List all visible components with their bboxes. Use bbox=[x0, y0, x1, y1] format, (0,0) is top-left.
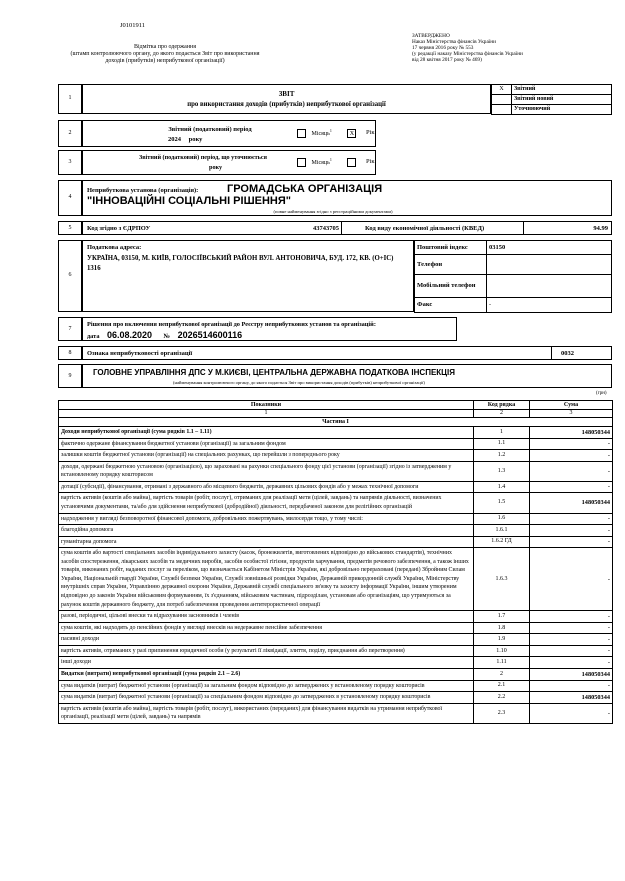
row-number-cell bbox=[58, 150, 82, 175]
currency-note: (грн) bbox=[596, 391, 607, 396]
row-label: фактично одержане фінансування бюджетної установи (організації) за загальним фондом bbox=[59, 438, 474, 450]
amended-period-cell bbox=[82, 150, 376, 175]
report-subtitle: про використання доходів (прибутків) неприбуткової організації bbox=[187, 101, 386, 109]
row-code: 1.11 bbox=[474, 657, 530, 669]
registry-line bbox=[87, 330, 242, 341]
table-row bbox=[59, 611, 613, 623]
phone-label: Телефон bbox=[415, 255, 487, 275]
table-row bbox=[59, 703, 613, 723]
row-number: 5 bbox=[68, 225, 72, 231]
column-number: 3 bbox=[530, 410, 613, 418]
organization-cell bbox=[82, 180, 612, 216]
row-sum[interactable]: 148050344 bbox=[530, 493, 613, 513]
row-sum[interactable]: 148050344 bbox=[530, 692, 613, 704]
table-row bbox=[59, 657, 613, 669]
part-heading: Частина I bbox=[59, 418, 613, 427]
row-sum[interactable]: - bbox=[530, 438, 613, 450]
phone-value[interactable] bbox=[487, 255, 612, 275]
column-header: Код рядка bbox=[474, 401, 530, 410]
divider bbox=[551, 347, 552, 360]
table-row bbox=[59, 493, 613, 513]
table-row bbox=[59, 427, 613, 439]
row-code: 2.2 bbox=[474, 692, 530, 704]
indicators-table bbox=[58, 400, 612, 724]
row-code: 1.3 bbox=[474, 461, 530, 481]
row-number: 2 bbox=[68, 130, 72, 136]
table-row bbox=[59, 548, 613, 611]
row-label: пасивні доходи bbox=[59, 634, 474, 646]
year-box-label: Рік bbox=[366, 158, 375, 165]
row-number: 3 bbox=[68, 159, 72, 165]
reporting-period-cell bbox=[82, 120, 376, 147]
row-sum[interactable]: - bbox=[530, 548, 613, 611]
mobile-value[interactable] bbox=[487, 275, 612, 298]
organization-label: Неприбуткова установа (організація): bbox=[87, 187, 199, 194]
row-number: 8 bbox=[68, 350, 72, 356]
row-label: благодійна допомога bbox=[59, 525, 474, 537]
organization-name[interactable]: ГРОМАДСЬКА ОРГАНІЗАЦІЯ "ІННОВАЦІЙНІ СОЦІАЛЬНІ РІШЕННЯ" bbox=[87, 183, 383, 207]
year-checkbox[interactable]: X bbox=[347, 129, 356, 138]
column-number: 1 bbox=[59, 410, 474, 418]
row-number: 4 bbox=[68, 194, 72, 200]
row-sum[interactable]: - bbox=[530, 513, 613, 525]
table-row bbox=[59, 622, 613, 634]
kved-value[interactable]: 94.99 bbox=[593, 225, 608, 232]
month-group: Місяць$^1$ X bbox=[297, 129, 356, 138]
stamp-block bbox=[60, 44, 270, 65]
table-row bbox=[59, 645, 613, 657]
row-label: Доходи неприбуткової організації (сума рядків 1.1 – 1.11) bbox=[59, 427, 474, 439]
report-type-label: Уточнюючий bbox=[512, 105, 612, 115]
row-number-cell bbox=[58, 84, 82, 114]
edrpou-label: Код згідно з ЄДРПОУ bbox=[87, 225, 151, 232]
row-label: сума коштів або вартості спеціальних засобів індивідуального захисту (касок, бронежилетів, виготовлених відповідно до військових стандартів), технічних засобів спостереження, лікарських засобів та медичних виробів, засобів особистої гігієни, продуктів харчування, предметів речового забезпечення, а також інших товарів, виконаних робіт, наданих послуг за переліком, що визначається Кабінетом Міністрів України, які добровільно перераховані (передані) Збройним Силам України, Національній гвардії України, Службі безпеки України, Службі зовнішньої розвідки України, Державній прикордонній службі України, Міністерству внутрішніх справ України, Управлінню державної охорони України, Державній службі спеціального зв'язку та захисту інформації України, іншим утвореним відповідно до законів України військовим формуванням, їх з'єднанням, військовим частинам, підрозділам, установам або організаціям, що утримуються за рахунок коштів державного бюджету, для потреб забезпечення проведення антитерористичної операції bbox=[59, 548, 474, 611]
row-sum[interactable]: - bbox=[530, 622, 613, 634]
mobile-label: Мобільний телефон bbox=[415, 275, 487, 298]
approved-line: Наказ Міністерства фінансів України bbox=[412, 39, 496, 46]
row-label: дотації (субсидії), фінансування, отримані з державного або місцевого бюджетів, державних цільових фондів або у межах технічної допомоги bbox=[59, 481, 474, 493]
row-label: гуманітарна допомога bbox=[59, 536, 474, 548]
stamp-line: (штамп контролюючого органу, до якого подається Звіт про використання bbox=[70, 50, 260, 57]
row-sum[interactable]: - bbox=[530, 461, 613, 481]
row-code: 1.7 bbox=[474, 611, 530, 623]
contacts-group bbox=[414, 240, 612, 313]
address-value[interactable]: УКРАЇНА, 03150, М. КИЇВ, ГОЛОСІЇВСЬКИЙ РАЙОН ВУЛ. АНТОНОВИЧА, БУД. 172, КВ. (О+ІС) 1316 bbox=[87, 255, 394, 272]
approved-line: (у редакції наказу Міністерства фінансів України bbox=[412, 51, 523, 58]
report-type-checkbox[interactable]: X bbox=[492, 85, 512, 95]
report-type-label: Звітний новий bbox=[512, 95, 612, 105]
report-type-checkbox[interactable] bbox=[492, 95, 512, 105]
row-label: вартість активів (коштів або майна), вартість товарів (робіт, послуг), використаних (переданих) для фінансування видатків на утримання неприбуткової організації, реалізації мети (цілей, завдань) та напрямів bbox=[59, 703, 474, 723]
registry-date[interactable]: 06.08.2020 bbox=[107, 330, 153, 340]
row-code: 1.10 bbox=[474, 645, 530, 657]
table-row bbox=[59, 536, 613, 548]
row-label: вартість активів (коштів або майна), вартість товарів (робіт, послуг), отриманих для реалізації мети (цілей, завдань) та напрямів діяльності, визначених установчими документами, та/або для здійснення неприбуткової (добродійної) діяльності, передбаченої законом для релігійних організацій bbox=[59, 493, 474, 513]
month-label: Місяць bbox=[311, 131, 330, 137]
row-label: сума коштів, які надходять до пенсійних фондів у вигляді внесків на недержавне пенсійне забезпечення bbox=[59, 622, 474, 634]
row-sum[interactable]: - bbox=[530, 645, 613, 657]
address-cell bbox=[82, 240, 414, 312]
row-label: надходження у вигляді безповоротної фінансової допомоги, добровільних пожертвувань, милосердя тощо, у тому числі: bbox=[59, 513, 474, 525]
table-row bbox=[59, 634, 613, 646]
table-row bbox=[59, 450, 613, 462]
row-code: 1.1 bbox=[474, 438, 530, 450]
row-label: інші доходи bbox=[59, 657, 474, 669]
table-row bbox=[59, 525, 613, 537]
row-code: 2 bbox=[474, 668, 530, 680]
report-type-checkbox[interactable] bbox=[492, 105, 512, 115]
column-header: Показники bbox=[59, 401, 474, 410]
tax-authority-cell bbox=[82, 364, 612, 388]
month-input[interactable] bbox=[297, 158, 306, 167]
postcode-label: Поштовий індекс bbox=[415, 241, 487, 255]
row-code: 1 bbox=[474, 427, 530, 439]
row-number-cell bbox=[58, 317, 82, 341]
row-code: 1.9 bbox=[474, 634, 530, 646]
table-row bbox=[59, 513, 613, 525]
row-sum[interactable]: - bbox=[530, 536, 613, 548]
approved-line: 17 червня 2016 року № 553 bbox=[412, 45, 474, 52]
row-code: 1.5 bbox=[474, 493, 530, 513]
postcode-value[interactable]: 03150 bbox=[487, 241, 612, 255]
row-sum[interactable]: - bbox=[530, 657, 613, 669]
table-row bbox=[59, 438, 613, 450]
year-box-label: Рік bbox=[366, 129, 375, 136]
column-header: Сума bbox=[530, 401, 613, 410]
row-code: 1.6.1 bbox=[474, 525, 530, 537]
row-label: Видатки (витрати) неприбуткової організації (сума рядків 2.1 – 2.6) bbox=[59, 668, 474, 680]
row-number-cell bbox=[58, 120, 82, 147]
row-sum[interactable]: - bbox=[530, 703, 613, 723]
row-label: доходи, одержані бюджетною установою (організацією), що зараховані на рахунки спеціального фонду цієї установи (організації) згідно із затвердженим у встановленому порядку кошторисом bbox=[59, 461, 474, 481]
row-label: сума видатків (витрат) бюджетної установи (організації) за спеціальним фондом відповідно до затверджених в установленому порядку кошторисів bbox=[59, 692, 474, 704]
row-code: 1.8 bbox=[474, 622, 530, 634]
kved-label: Код виду економічної діяльності (КВЕД) bbox=[365, 225, 485, 232]
row-number: 1 bbox=[68, 95, 72, 101]
reporting-period-label: Звітний (податковий) період bbox=[168, 126, 252, 133]
address-label: Податкова адреса: bbox=[87, 244, 142, 251]
column-number: 2 bbox=[474, 410, 530, 418]
row-sum[interactable]: 148050344 bbox=[530, 668, 613, 680]
reporting-year[interactable]: 2024 bbox=[168, 136, 181, 143]
registry-date-label: дата bbox=[87, 333, 100, 340]
row-code: 2.1 bbox=[474, 680, 530, 692]
fax-value[interactable]: - bbox=[487, 298, 612, 313]
registry-no-label: № bbox=[163, 333, 171, 340]
row-code: 2.3 bbox=[474, 703, 530, 723]
nonprofit-sign-label: Ознака неприбутковості організації bbox=[87, 350, 193, 357]
approved-label: ЗАТВЕРДЖЕНО bbox=[412, 33, 450, 39]
month-group: Місяць$^1$ bbox=[297, 158, 356, 167]
nonprofit-sign-value[interactable]: 0032 bbox=[561, 350, 574, 357]
report-title: ЗВІТ bbox=[278, 90, 295, 98]
row-number-cell bbox=[58, 221, 82, 235]
row-label: сума видатків (витрат) бюджетної установи (організації) за загальним фондом відповідно до затверджених у встановленому порядку кошторисів bbox=[59, 680, 474, 692]
approval-block bbox=[412, 33, 612, 63]
stamp-line: доходів (прибутків) неприбуткової організації) bbox=[105, 57, 225, 64]
row-code: 1.6 bbox=[474, 513, 530, 525]
row-sum[interactable]: - bbox=[530, 481, 613, 493]
registry-label: Рішення про включення неприбуткової організації до Реєстру неприбуткових установ та організацій: bbox=[87, 321, 376, 328]
row-number-cell bbox=[58, 180, 82, 216]
row-label: вартість активів, отриманих у разі припинення юридичної особи (у результаті її ліквідації, злиття, поділу, приєднання або перетворення) bbox=[59, 645, 474, 657]
year-checkbox[interactable] bbox=[347, 158, 356, 167]
nonprofit-sign-cell bbox=[82, 346, 612, 360]
row-sum[interactable]: - bbox=[530, 525, 613, 537]
row-number-cell bbox=[58, 346, 82, 360]
table-row bbox=[59, 461, 613, 481]
fax-label: Факс bbox=[415, 298, 487, 313]
row-sum[interactable]: - bbox=[530, 611, 613, 623]
registry-decision-cell bbox=[82, 317, 457, 341]
divider bbox=[523, 222, 524, 235]
row-code: 1.6.2 ГД bbox=[474, 536, 530, 548]
row-number-cell bbox=[58, 240, 82, 312]
amended-year-suffix: року bbox=[209, 164, 223, 171]
reporting-year-line bbox=[168, 136, 202, 143]
row-number: 9 bbox=[68, 373, 72, 379]
tax-authority-name[interactable]: ГОЛОВНЕ УПРАВЛІННЯ ДПС У М.КИЄВІ, ЦЕНТРАЛЬНА ДЕРЖАВНА ПОДАТКОВА ІНСПЕКЦІЯ bbox=[93, 368, 455, 377]
report-type-group bbox=[491, 84, 612, 115]
amended-period-label: Звітний (податковий) період, що уточнюється bbox=[138, 154, 268, 161]
row-code: 1.2 bbox=[474, 450, 530, 462]
divider bbox=[341, 222, 342, 235]
row-label: залишки коштів бюджетної установи (організації) на спеціальних рахунках, що перейшли з попереднього року bbox=[59, 450, 474, 462]
month-label: Місяць bbox=[311, 160, 330, 166]
table-row bbox=[59, 692, 613, 704]
report-type-label: Звітний bbox=[512, 85, 612, 95]
form-code: J0101911 bbox=[120, 22, 146, 29]
row-sum[interactable]: - bbox=[530, 450, 613, 462]
row-sum[interactable]: 148050344 bbox=[530, 427, 613, 439]
row-sum[interactable]: - bbox=[530, 634, 613, 646]
table-row bbox=[59, 680, 613, 692]
approved-line: від 28 квітня 2017 року № 469) bbox=[412, 57, 482, 64]
registry-number[interactable]: 2026514600116 bbox=[177, 330, 243, 340]
row-code: 1.6.3 bbox=[474, 548, 530, 611]
report-title-cell bbox=[82, 84, 491, 114]
row-number: 6 bbox=[68, 272, 72, 278]
codes-cell bbox=[82, 221, 612, 235]
table-row bbox=[59, 668, 613, 680]
organization-note: (повне найменування згідно з реєстраційними документами) bbox=[273, 209, 393, 214]
amended-year-line bbox=[209, 164, 222, 171]
reporting-year-suffix: року bbox=[188, 136, 203, 143]
row-code: 1.4 bbox=[474, 481, 530, 493]
stamp-title: Відмітка про одержання bbox=[133, 44, 197, 50]
table-row bbox=[59, 481, 613, 493]
row-number: 7 bbox=[68, 326, 72, 332]
month-input[interactable] bbox=[297, 129, 306, 138]
tax-authority-note: (найменування контролюючого органу, до якого подається Звіт про використання доходів (прибутків) неприбуткової організації) bbox=[173, 380, 425, 385]
row-sum[interactable]: - bbox=[530, 680, 613, 692]
row-label: разові, періодичні, цільові внески та відрахування засновників і членів bbox=[59, 611, 474, 623]
edrpou-value[interactable]: 43743705 bbox=[313, 225, 339, 232]
row-number-cell bbox=[58, 364, 82, 388]
